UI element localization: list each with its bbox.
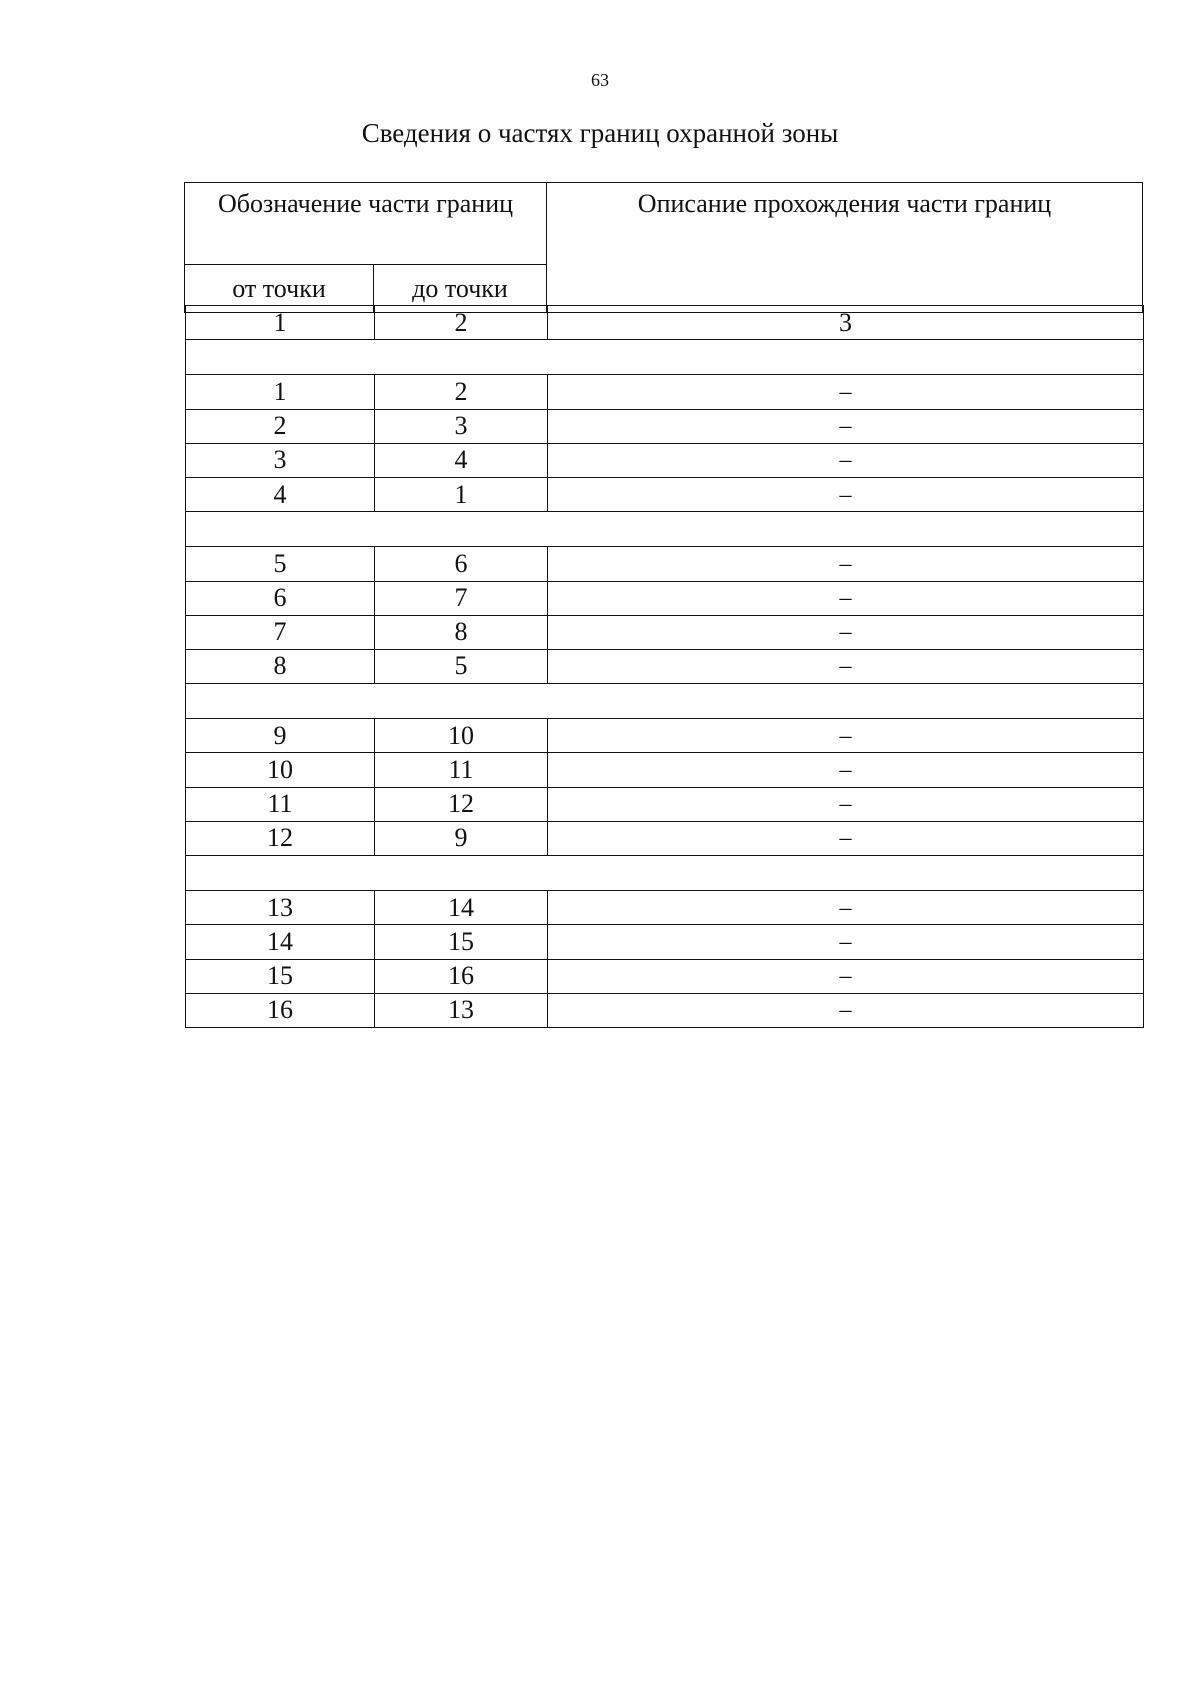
to-point-cell: 8 — [375, 615, 548, 649]
description-cell: – — [548, 891, 1144, 925]
description-cell: – — [548, 409, 1144, 443]
description-cell: – — [548, 993, 1144, 1027]
table-row — [186, 891, 1144, 925]
section-separator-row — [186, 340, 1144, 375]
section-separator-row — [186, 684, 1144, 719]
to-point-cell: 9 — [375, 821, 548, 855]
from-point-cell: 4 — [186, 477, 375, 511]
to-point-cell: 4 — [375, 443, 548, 477]
to-point-cell: 16 — [375, 959, 548, 993]
from-point-cell: 8 — [186, 649, 375, 683]
page-number: 63 — [591, 70, 609, 90]
from-point-cell: 11 — [186, 787, 375, 821]
section-separator-cell — [186, 512, 1144, 547]
description-cell: – — [548, 581, 1144, 615]
from-point-cell: 15 — [186, 959, 375, 993]
document-title: Сведения о частях границ охранной зоны — [361, 118, 839, 148]
table-row — [186, 753, 1144, 787]
section-separator-cell — [186, 856, 1144, 891]
boundary-table-rows — [186, 306, 1144, 1028]
from-point-cell: 3 — [186, 443, 375, 477]
table-row — [186, 547, 1144, 581]
table-row — [186, 477, 1144, 511]
table-row — [186, 959, 1144, 993]
to-point-cell: 14 — [375, 891, 548, 925]
to-point-cell: 12 — [375, 787, 548, 821]
description-cell: – — [548, 615, 1144, 649]
table-row — [186, 409, 1144, 443]
to-point-cell: 1 — [375, 477, 548, 511]
from-point-cell: 10 — [186, 753, 375, 787]
table-row — [186, 787, 1144, 821]
table-row — [186, 615, 1144, 649]
table-row — [186, 925, 1144, 959]
from-point-cell: 5 — [186, 547, 375, 581]
column-number: 1 — [186, 306, 375, 340]
table-row — [186, 443, 1144, 477]
header-boundary-description: Описание прохождения части границ — [547, 183, 1143, 313]
to-point-cell: 3 — [375, 409, 548, 443]
section-separator-cell — [186, 340, 1144, 375]
to-point-cell: 6 — [375, 547, 548, 581]
from-point-cell: 14 — [186, 925, 375, 959]
boundary-table-header — [184, 182, 1143, 313]
to-point-cell: 11 — [375, 753, 548, 787]
boundary-table-body — [185, 305, 1144, 1028]
description-cell: – — [548, 821, 1144, 855]
from-point-cell: 12 — [186, 821, 375, 855]
table-row — [186, 581, 1144, 615]
table-row — [186, 649, 1144, 683]
header-boundary-designation: Обозначение части границ — [185, 183, 547, 265]
description-cell: – — [548, 477, 1144, 511]
from-point-cell: 2 — [186, 409, 375, 443]
from-point-cell: 9 — [186, 719, 375, 753]
description-cell: – — [548, 719, 1144, 753]
to-point-cell: 2 — [375, 375, 548, 409]
header-from-point: от точки — [185, 265, 374, 313]
description-cell: – — [548, 443, 1144, 477]
section-separator-row — [186, 512, 1144, 547]
description-cell: – — [548, 959, 1144, 993]
from-point-cell: 6 — [186, 581, 375, 615]
from-point-cell: 1 — [186, 375, 375, 409]
to-point-cell: 10 — [375, 719, 548, 753]
description-cell: – — [548, 547, 1144, 581]
column-number: 3 — [548, 306, 1144, 340]
description-cell: – — [548, 787, 1144, 821]
table-row — [186, 821, 1144, 855]
column-number: 2 — [375, 306, 548, 340]
description-cell: – — [548, 375, 1144, 409]
to-point-cell: 13 — [375, 993, 548, 1027]
to-point-cell: 7 — [375, 581, 548, 615]
from-point-cell: 7 — [186, 615, 375, 649]
description-cell: – — [548, 753, 1144, 787]
table-row — [186, 719, 1144, 753]
table-row — [186, 375, 1144, 409]
from-point-cell: 16 — [186, 993, 375, 1027]
to-point-cell: 15 — [375, 925, 548, 959]
to-point-cell: 5 — [375, 649, 548, 683]
section-separator-row — [186, 856, 1144, 891]
table-row — [186, 993, 1144, 1027]
description-cell: – — [548, 925, 1144, 959]
column-number-row — [186, 306, 1144, 340]
header-to-point: до точки — [374, 265, 547, 313]
description-cell: – — [548, 649, 1144, 683]
from-point-cell: 13 — [186, 891, 375, 925]
section-separator-cell — [186, 684, 1144, 719]
